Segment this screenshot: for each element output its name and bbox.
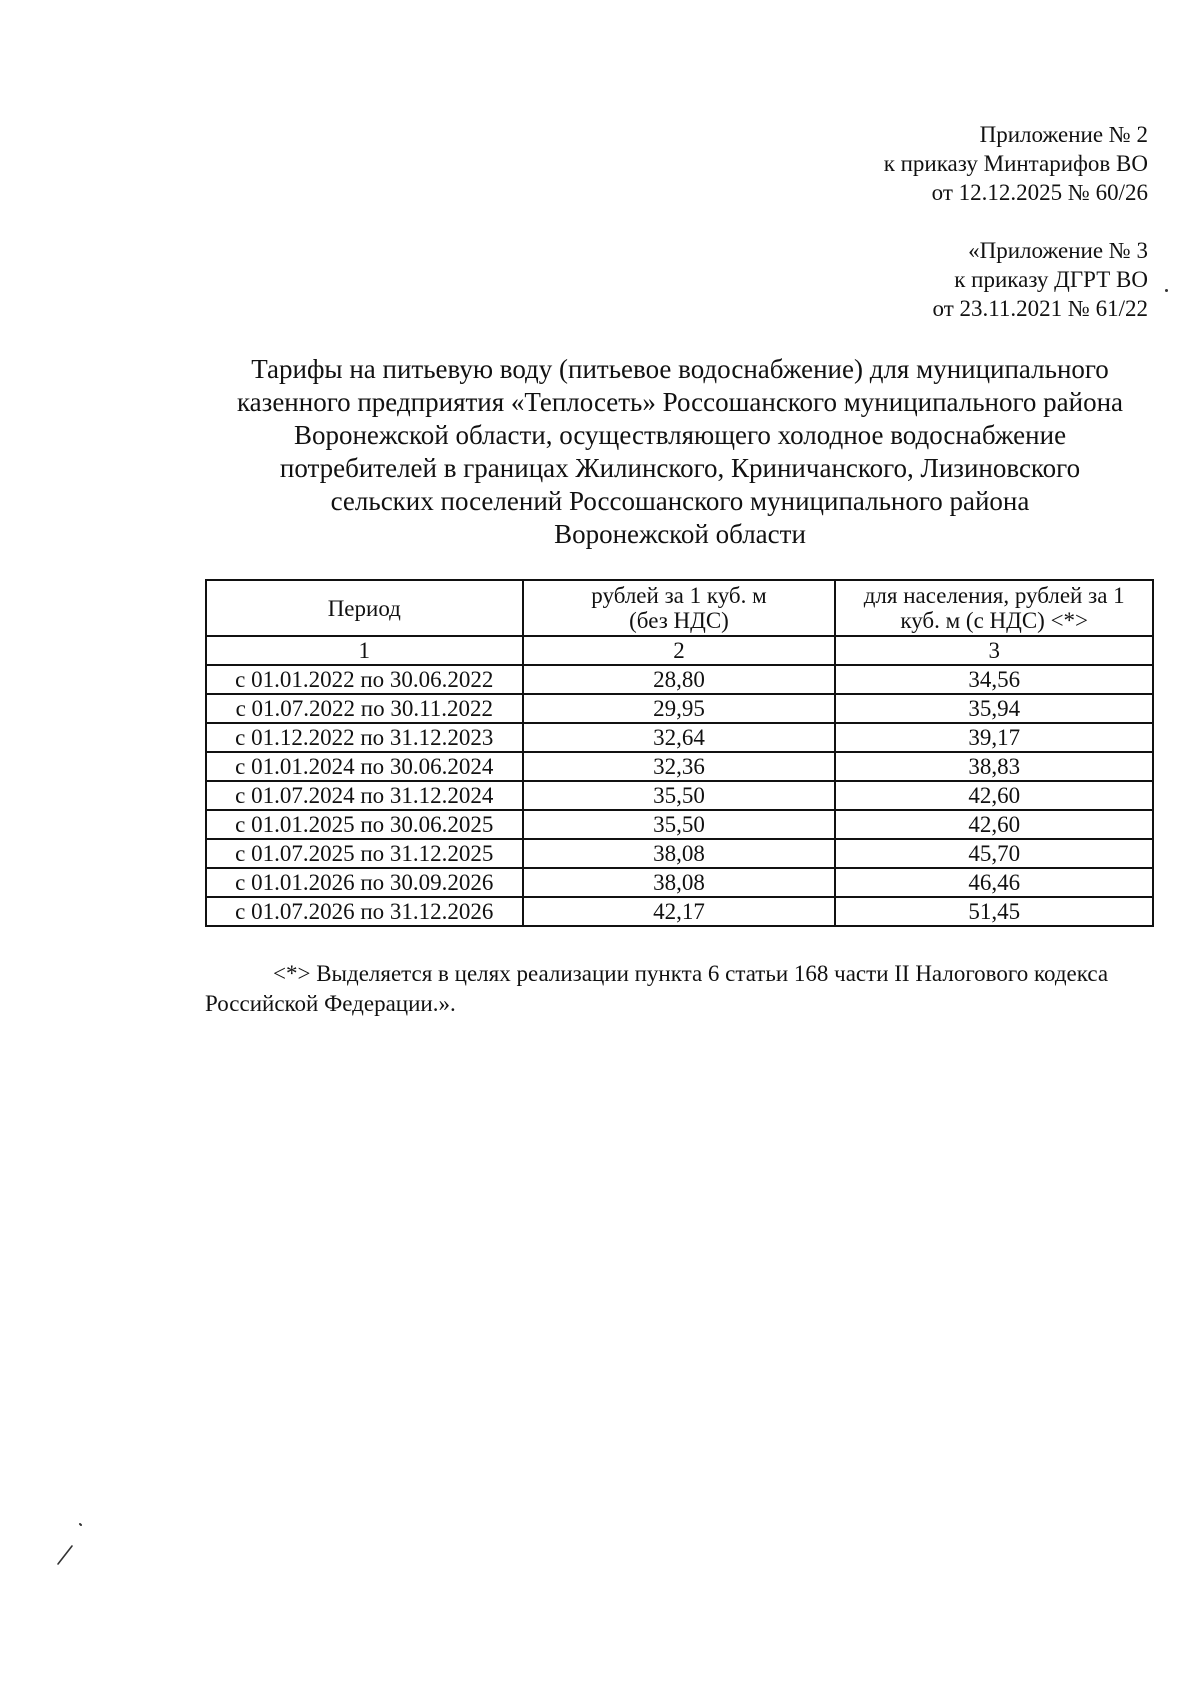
column-number: 3 bbox=[835, 636, 1153, 665]
rate-no-vat-cell: 35,50 bbox=[523, 810, 836, 839]
document-title bbox=[190, 353, 1170, 551]
period-cell: с 01.07.2026 по 31.12.2026 bbox=[206, 897, 523, 926]
table-row bbox=[206, 810, 1153, 839]
column-number-row bbox=[206, 636, 1153, 665]
appendix-header-current bbox=[884, 120, 1148, 207]
period-cell: с 01.07.2022 по 30.11.2022 bbox=[206, 694, 523, 723]
rate-population-cell: 34,56 bbox=[835, 665, 1153, 694]
appendix-number: «Приложение № 3 bbox=[968, 238, 1148, 263]
table-row bbox=[206, 839, 1153, 868]
tariff-table bbox=[205, 579, 1154, 927]
table-row bbox=[206, 723, 1153, 752]
table-row bbox=[206, 781, 1153, 810]
period-cell: с 01.01.2024 по 30.06.2024 bbox=[206, 752, 523, 781]
title-line: Воронежской области, осуществляющего холодное водоснабжение bbox=[293, 420, 1067, 450]
title-line: Воронежской области bbox=[554, 519, 806, 549]
table-row bbox=[206, 665, 1153, 694]
title-line: сельских поселений Россошанского муниципального района bbox=[330, 486, 1030, 516]
pen-mark-icon bbox=[50, 1520, 90, 1580]
period-cell: с 01.01.2026 по 30.09.2026 bbox=[206, 868, 523, 897]
footnote bbox=[205, 959, 1157, 1019]
footnote-line: <*> Выделяется в целях реализации пункта 6 статьи 168 части II Налогового кодекса bbox=[273, 961, 1109, 986]
rate-population-cell: 35,94 bbox=[835, 694, 1153, 723]
appendix-header-original bbox=[933, 236, 1148, 323]
table-row bbox=[206, 752, 1153, 781]
header-period: Период bbox=[206, 580, 523, 636]
footnote-line: Российской Федерации.». bbox=[205, 991, 456, 1016]
rate-no-vat-cell: 35,50 bbox=[523, 781, 836, 810]
rate-population-cell: 38,83 bbox=[835, 752, 1153, 781]
appendix-order-ref: к приказу ДГРТ ВО bbox=[954, 267, 1148, 292]
title-line: Тарифы на питьевую воду (питьевое водоснабжение) для муниципального bbox=[251, 354, 1109, 384]
table-row bbox=[206, 868, 1153, 897]
rate-population-cell: 45,70 bbox=[835, 839, 1153, 868]
appendix-order-ref: к приказу Минтарифов ВО bbox=[883, 151, 1148, 176]
rate-population-cell: 42,60 bbox=[835, 810, 1153, 839]
rate-no-vat-cell: 29,95 bbox=[523, 694, 836, 723]
period-cell: с 01.01.2022 по 30.06.2022 bbox=[206, 665, 523, 694]
table-row bbox=[206, 897, 1153, 926]
table-header-row bbox=[206, 580, 1153, 636]
period-cell: с 01.07.2024 по 31.12.2024 bbox=[206, 781, 523, 810]
column-number: 1 bbox=[206, 636, 523, 665]
rate-no-vat-cell: 32,36 bbox=[523, 752, 836, 781]
period-cell: с 01.07.2025 по 31.12.2025 bbox=[206, 839, 523, 868]
rate-no-vat-cell: 38,08 bbox=[523, 868, 836, 897]
table-row bbox=[206, 694, 1153, 723]
rate-population-cell: 51,45 bbox=[835, 897, 1153, 926]
appendix-order-date: от 23.11.2021 № 61/22 bbox=[932, 296, 1148, 321]
rate-population-cell: 39,17 bbox=[835, 723, 1153, 752]
period-cell: с 01.01.2025 по 30.06.2025 bbox=[206, 810, 523, 839]
scan-speck bbox=[1165, 289, 1168, 292]
period-cell: с 01.12.2022 по 31.12.2023 bbox=[206, 723, 523, 752]
header-rate-population: для населения, рублей за 1 куб. м (с НДС) <*> bbox=[835, 580, 1153, 636]
title-line: потребителей в границах Жилинского, Криничанского, Лизиновского bbox=[279, 453, 1081, 483]
appendix-order-date: от 12.12.2025 № 60/26 bbox=[931, 180, 1148, 205]
rate-no-vat-cell: 32,64 bbox=[523, 723, 836, 752]
rate-population-cell: 42,60 bbox=[835, 781, 1153, 810]
column-number: 2 bbox=[523, 636, 836, 665]
header-rate-no-vat: рублей за 1 куб. м (без НДС) bbox=[523, 580, 836, 636]
rate-no-vat-cell: 28,80 bbox=[523, 665, 836, 694]
rate-population-cell: 46,46 bbox=[835, 868, 1153, 897]
rate-no-vat-cell: 42,17 bbox=[523, 897, 836, 926]
appendix-number: Приложение № 2 bbox=[979, 122, 1148, 147]
rate-no-vat-cell: 38,08 bbox=[523, 839, 836, 868]
title-line: казенного предприятия «Теплосеть» Россошанского муниципального района bbox=[236, 387, 1124, 417]
